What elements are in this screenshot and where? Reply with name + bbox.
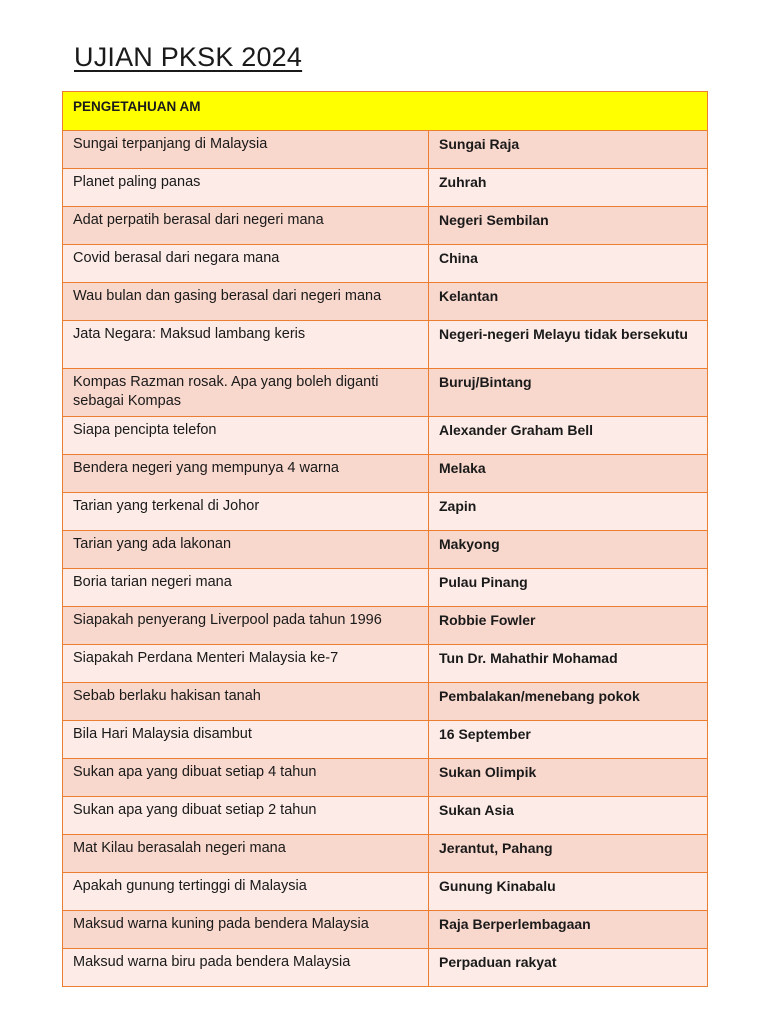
answer-cell: China bbox=[429, 245, 708, 283]
table-row bbox=[63, 455, 708, 493]
table-row bbox=[63, 321, 708, 369]
table-header-row bbox=[63, 92, 708, 131]
table-row bbox=[63, 417, 708, 455]
answer-cell: Robbie Fowler bbox=[429, 607, 708, 645]
table-row bbox=[63, 531, 708, 569]
answer-cell: Tun Dr. Mahathir Mohamad bbox=[429, 645, 708, 683]
answer-cell: Alexander Graham Bell bbox=[429, 417, 708, 455]
answer-cell: Perpaduan rakyat bbox=[429, 949, 708, 987]
table-header-cell: PENGETAHUAN AM bbox=[63, 92, 708, 131]
question-cell: Planet paling panas bbox=[63, 169, 429, 207]
question-cell: Boria tarian negeri mana bbox=[63, 569, 429, 607]
answer-cell: Sukan Olimpik bbox=[429, 759, 708, 797]
table-row bbox=[63, 369, 708, 417]
qa-table bbox=[62, 91, 708, 987]
answer-cell: Melaka bbox=[429, 455, 708, 493]
table-row bbox=[63, 721, 708, 759]
table-row bbox=[63, 683, 708, 721]
answer-cell: Sukan Asia bbox=[429, 797, 708, 835]
question-cell: Siapakah Perdana Menteri Malaysia ke-7 bbox=[63, 645, 429, 683]
answer-cell: Negeri-negeri Melayu tidak bersekutu bbox=[429, 321, 708, 369]
answer-cell: Sungai Raja bbox=[429, 131, 708, 169]
document-title: UJIAN PKSK 2024 bbox=[74, 42, 303, 72]
answer-cell: Kelantan bbox=[429, 283, 708, 321]
answer-cell: Gunung Kinabalu bbox=[429, 873, 708, 911]
table-row bbox=[63, 873, 708, 911]
question-cell: Wau bulan dan gasing berasal dari negeri mana bbox=[63, 283, 429, 321]
question-cell: Covid berasal dari negara mana bbox=[63, 245, 429, 283]
table-row bbox=[63, 797, 708, 835]
question-cell: Siapakah penyerang Liverpool pada tahun 1996 bbox=[63, 607, 429, 645]
question-cell: Apakah gunung tertinggi di Malaysia bbox=[63, 873, 429, 911]
question-cell: Tarian yang ada lakonan bbox=[63, 531, 429, 569]
answer-cell: Negeri Sembilan bbox=[429, 207, 708, 245]
table-row bbox=[63, 835, 708, 873]
table-row bbox=[63, 645, 708, 683]
question-cell: Sukan apa yang dibuat setiap 2 tahun bbox=[63, 797, 429, 835]
question-cell: Mat Kilau berasalah negeri mana bbox=[63, 835, 429, 873]
question-cell: Sukan apa yang dibuat setiap 4 tahun bbox=[63, 759, 429, 797]
question-cell: Bendera negeri yang mempunya 4 warna bbox=[63, 455, 429, 493]
question-cell: Jata Negara: Maksud lambang keris bbox=[63, 321, 429, 369]
table-row bbox=[63, 207, 708, 245]
answer-cell: Buruj/Bintang bbox=[429, 369, 708, 417]
answer-cell: Zapin bbox=[429, 493, 708, 531]
answer-cell: Jerantut, Pahang bbox=[429, 835, 708, 873]
table-row bbox=[63, 131, 708, 169]
table-row bbox=[63, 759, 708, 797]
table-row bbox=[63, 169, 708, 207]
question-cell: Kompas Razman rosak. Apa yang boleh diganti sebagai Kompas bbox=[63, 369, 429, 417]
answer-cell: Raja Berperlembagaan bbox=[429, 911, 708, 949]
table-row bbox=[63, 569, 708, 607]
answer-cell: Zuhrah bbox=[429, 169, 708, 207]
question-cell: Maksud warna biru pada bendera Malaysia bbox=[63, 949, 429, 987]
table-row bbox=[63, 245, 708, 283]
table-row bbox=[63, 493, 708, 531]
table-row bbox=[63, 911, 708, 949]
question-cell: Tarian yang terkenal di Johor bbox=[63, 493, 429, 531]
answer-cell: 16 September bbox=[429, 721, 708, 759]
answer-cell: Pembalakan/menebang pokok bbox=[429, 683, 708, 721]
question-cell: Sungai terpanjang di Malaysia bbox=[63, 131, 429, 169]
table-row bbox=[63, 607, 708, 645]
table-row bbox=[63, 949, 708, 987]
answer-cell: Makyong bbox=[429, 531, 708, 569]
question-cell: Maksud warna kuning pada bendera Malaysia bbox=[63, 911, 429, 949]
answer-cell: Pulau Pinang bbox=[429, 569, 708, 607]
question-cell: Sebab berlaku hakisan tanah bbox=[63, 683, 429, 721]
table-row bbox=[63, 283, 708, 321]
question-cell: Bila Hari Malaysia disambut bbox=[63, 721, 429, 759]
question-cell: Adat perpatih berasal dari negeri mana bbox=[63, 207, 429, 245]
question-cell: Siapa pencipta telefon bbox=[63, 417, 429, 455]
